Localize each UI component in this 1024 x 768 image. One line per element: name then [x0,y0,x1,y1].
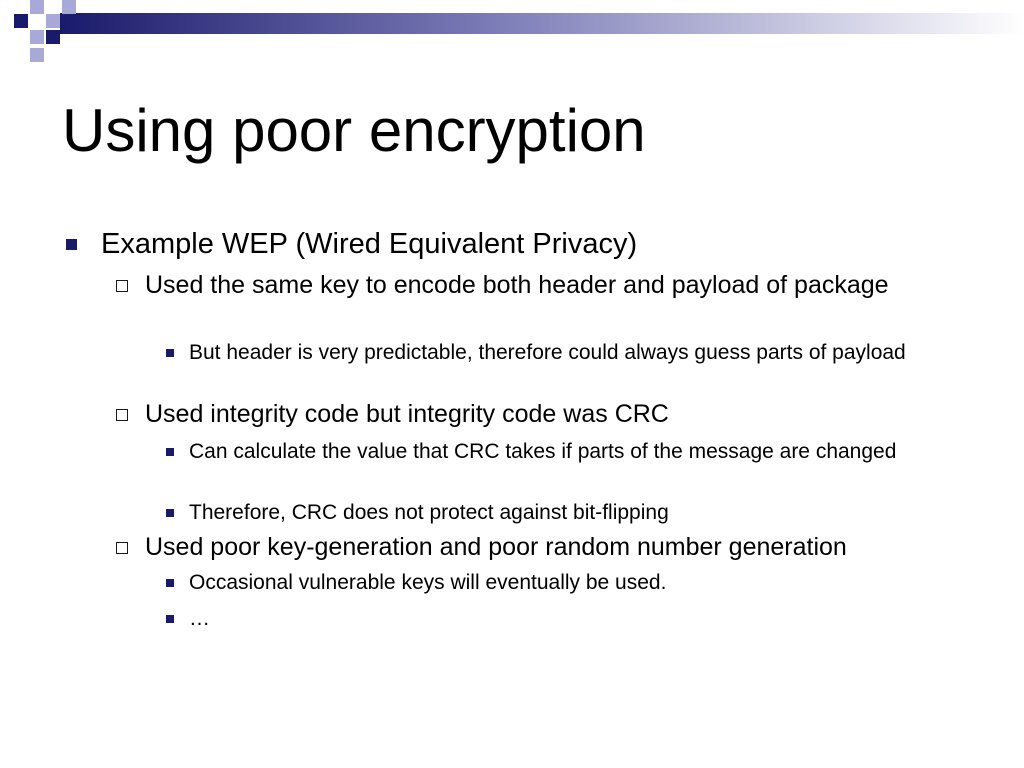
hollow-square-bullet [116,542,128,554]
bullet-level3: Can calculate the value that CRC takes if parts of the message are changed [189,440,897,463]
small-square-bullet [166,349,174,357]
small-square-bullet [166,448,174,456]
bullet-level3: … [189,607,210,630]
filled-square-bullet [66,239,77,250]
small-square-bullet [166,579,174,587]
small-square-bullet [166,509,174,517]
slide-title: Using poor encryption [62,97,646,164]
hollow-square-bullet [116,409,128,421]
bullet-level1: Example WEP (Wired Equivalent Privacy) [101,228,638,260]
small-square-bullet [166,615,174,623]
bullet-level2: Used integrity code but integrity code was CRC [145,400,669,428]
hollow-square-bullet [116,280,128,292]
bullet-level3: Occasional vulnerable keys will eventually be used. [189,571,667,594]
bullet-level2: Used poor key-generation and poor random number generation [145,533,847,561]
bullet-level3: Therefore, CRC does not protect against bit-flipping [189,501,669,524]
bullet-level3: But header is very predictable, therefore could always guess parts of payload [189,341,906,364]
bullet-level2: Used the same key to encode both header and payload of package [145,271,889,299]
